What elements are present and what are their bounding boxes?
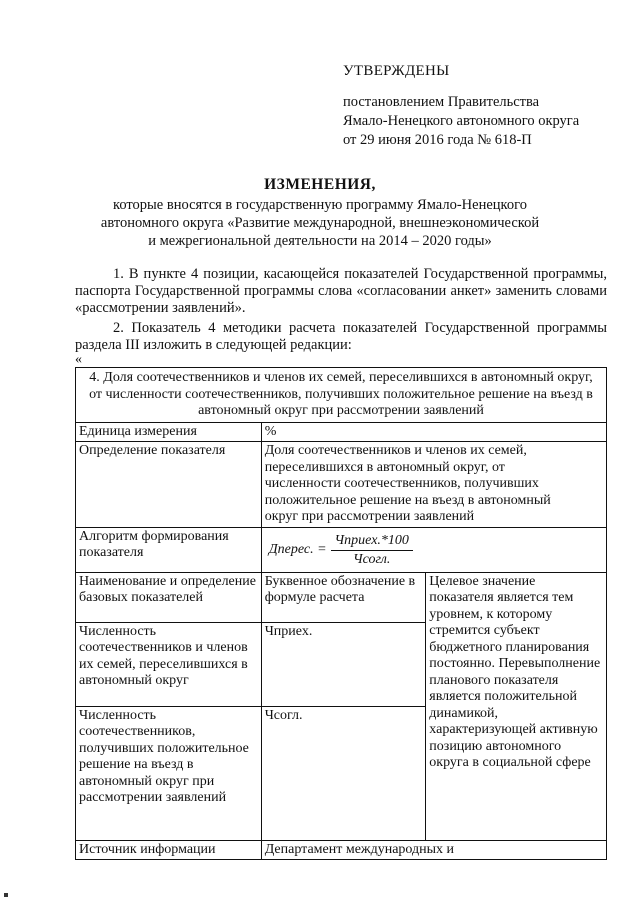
approval-line-3: от 29 июня 2016 года № 618-П: [343, 132, 532, 148]
base-row-2-name: Численность соотечественников, получивших положительное решение на въезд в автономный округ при рассмотрении заявлений: [76, 706, 262, 840]
base-row-1-symbol: Чприех.: [261, 622, 426, 706]
approval-block: [343, 62, 579, 150]
source-label: Источник информации: [76, 840, 262, 860]
formula-numerator: Чприех.*100: [331, 533, 413, 552]
paragraph-1: 1. В пункте 4 позиции, касающейся показателей Государственной программы, паспорта Государственной программы слова «согласовании анкет» заменить словами «рассмотрении заявлений».: [75, 266, 607, 316]
definition-value: Доля соотечественников и членов их семей, переселившихся в автономный округ, от численности соотечественников, получивших положительное решение на въезд в автономный округ при рассмотрении заявлений: [261, 442, 606, 528]
scan-speck: [4, 893, 8, 897]
algorithm-label: Алгоритм формирования показателя: [76, 527, 262, 572]
table-row: [76, 442, 607, 528]
definition-label: Определение показателя: [76, 442, 262, 528]
base-header-name: Наименование и определение базовых показателей: [76, 572, 262, 622]
table-row: [76, 572, 607, 622]
document-heading: [0, 176, 640, 250]
base-header-symbol: Буквенное обозначение в формуле расчета: [261, 572, 426, 622]
formula-fraction: [331, 533, 413, 569]
heading-line-3: и межрегиональной деятельности на 2014 – 2020 годы»: [148, 233, 492, 249]
heading-line-2: автономного округа «Развитие международной, внешнеэкономической: [100, 215, 540, 231]
formula-lhs: Дперес. =: [268, 542, 327, 558]
approval-line-1: постановлением Правительства: [343, 94, 540, 110]
formula-denominator: Чсогл.: [353, 552, 391, 567]
table-row: [76, 840, 607, 860]
paragraph-2: 2. Показатель 4 методики расчета показателей Государственной программы раздела III изложить в следующей редакции:: [75, 320, 607, 353]
base-row-2-symbol: Чсогл.: [261, 706, 426, 840]
unit-value: %: [261, 422, 606, 442]
approval-title: УТВЕРЖДЕНЫ: [343, 63, 450, 79]
indicator-title: 4. Доля соотечественников и членов их семей, переселившихся в автономный округ, от численности соотечественников, получивших положительное решение на въезд в автономный округ при рассмотрении заявлений: [76, 368, 607, 423]
table-row: [76, 422, 607, 442]
document-title: ИЗМЕНЕНИЯ,: [264, 176, 376, 193]
target-value: Целевое значение показателя является тем уровнем, к которому стремится субъект бюджетного планирования постоянно. Перевыполнение планового показателя является положительной динамикой, характеризующей активную позицию автономного округа в социальной сфере: [426, 572, 607, 840]
approval-line-2: Ямало-Ненецкого автономного округа: [343, 113, 580, 129]
formula: [265, 529, 413, 571]
base-row-1-name: Численность соотечественников и членов их семей, переселившихся в автономный округ: [76, 622, 262, 706]
opening-quote: «: [75, 352, 82, 367]
methodology-table: [75, 367, 607, 860]
heading-line-1: которые вносятся в государственную программу Ямало-Ненецкого: [113, 197, 527, 213]
source-value: Департамент международных и: [261, 840, 606, 860]
table-row: [76, 368, 607, 423]
formula-cell: [261, 527, 606, 572]
unit-label: Единица измерения: [76, 422, 262, 442]
table-row: [76, 527, 607, 572]
